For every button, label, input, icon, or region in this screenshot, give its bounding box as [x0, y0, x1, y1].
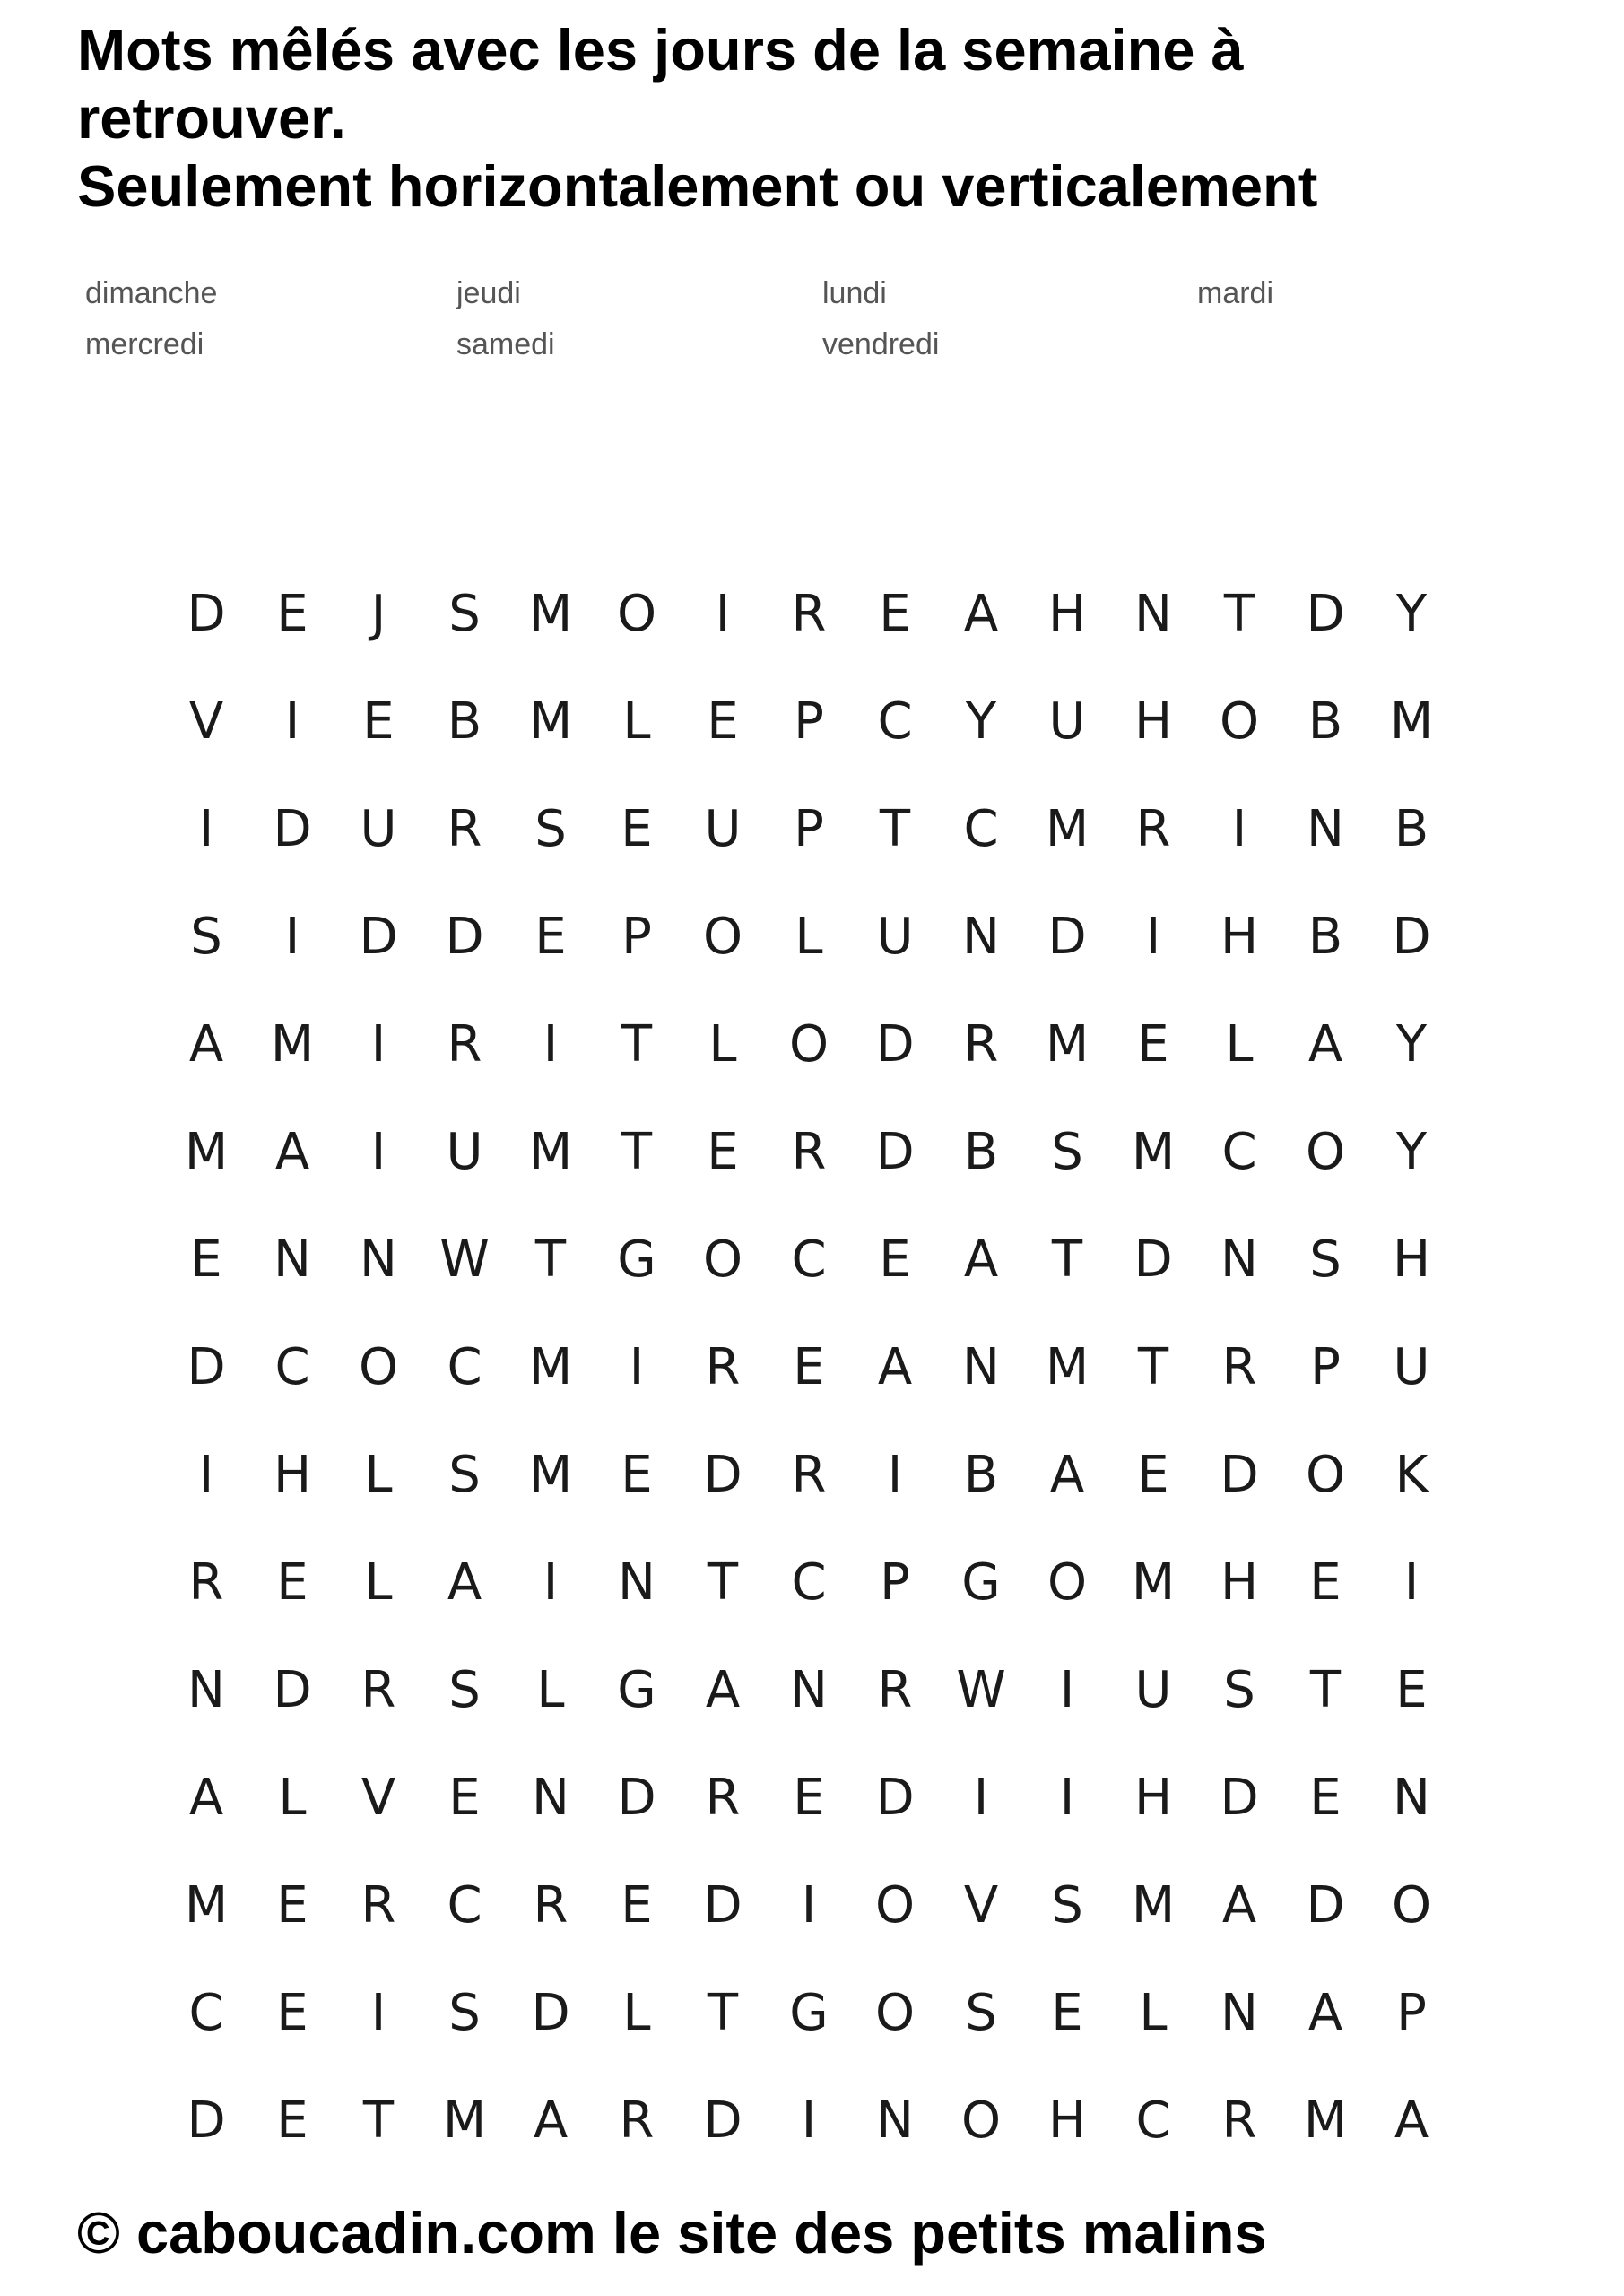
grid-cell: D — [531, 1984, 570, 2042]
grid-cell: M — [270, 1015, 315, 1074]
grid-cell: O — [702, 1231, 743, 1289]
grid-cell: A — [188, 1015, 224, 1074]
grid-cell: D — [187, 1338, 226, 1396]
grid-cell: I — [973, 1769, 989, 1827]
grid-cell: D — [1220, 1769, 1259, 1827]
grid-cell: S — [448, 1984, 481, 2042]
grid-cell: A — [1394, 2092, 1429, 2150]
grid-cell: R — [877, 1661, 913, 1719]
grid-cell: D — [703, 1446, 743, 1504]
grid-cell: N — [1220, 1984, 1258, 2042]
grid-cell: O — [874, 1876, 916, 1935]
grid-cell: D — [1392, 908, 1431, 966]
grid-cell: O — [702, 908, 743, 966]
grid-cell: M — [184, 1876, 229, 1935]
grid-cell: H — [1047, 585, 1087, 643]
grid-cell: W — [439, 1231, 490, 1289]
grid-cell: D — [273, 800, 312, 858]
grid-cell: D — [187, 585, 226, 643]
grid-cell: M — [528, 1338, 573, 1396]
grid-cell: R — [360, 1661, 396, 1719]
grid-cell: O — [1219, 692, 1260, 751]
grid-cell: L — [278, 1769, 307, 1827]
word-mercredi: mercredi — [85, 327, 204, 361]
grid-cell: C — [963, 800, 999, 858]
grid-cell: E — [793, 1769, 825, 1827]
grid-cell: D — [617, 1769, 656, 1827]
grid-cell: V — [963, 1876, 999, 1935]
grid-cell: N — [876, 2092, 914, 2150]
grid-cell: P — [794, 692, 824, 751]
word-vendredi: vendredi — [822, 327, 940, 361]
grid-cell: P — [621, 908, 652, 966]
word-mardi: mardi — [1197, 276, 1274, 310]
grid-cell: D — [875, 1015, 915, 1074]
grid-cell: E — [1137, 1015, 1169, 1074]
grid-cell: H — [1133, 1769, 1173, 1827]
grid-cell: C — [447, 1876, 482, 1935]
title-line-2: retrouver. — [77, 85, 346, 151]
grid-cell: R — [791, 1123, 827, 1181]
grid-cell: L — [536, 1661, 565, 1719]
grid-cell: C — [447, 1338, 482, 1396]
grid-cell: U — [446, 1123, 483, 1181]
grid-cell: R — [705, 1769, 741, 1827]
page-title — [77, 16, 1584, 221]
grid-cell: A — [188, 1769, 224, 1827]
grid-cell: T — [621, 1015, 653, 1074]
grid-cell: D — [703, 1876, 743, 1935]
grid-cell: W — [956, 1661, 1006, 1719]
grid-cell: S — [1223, 1661, 1255, 1719]
grid-cell: E — [793, 1338, 825, 1396]
grid-cell: L — [795, 908, 823, 966]
grid-cell: E — [276, 2092, 308, 2150]
grid-cell: Y — [1395, 1123, 1428, 1181]
grid-cell: P — [1310, 1338, 1341, 1396]
grid-cell: G — [961, 1553, 1001, 1612]
grid-cell: S — [448, 1446, 481, 1504]
grid-cell: B — [963, 1446, 999, 1504]
grid-cell: Y — [1395, 585, 1428, 643]
grid-cell: U — [360, 800, 397, 858]
grid-cell: N — [962, 1338, 1000, 1396]
grid-cell: G — [789, 1984, 829, 2042]
grid-cell: T — [621, 1123, 653, 1181]
grid-cell: A — [963, 585, 999, 643]
grid-cell: A — [963, 1231, 999, 1289]
grid-cell: I — [629, 1338, 645, 1396]
grid-cell: I — [198, 800, 214, 858]
grid-cell: I — [284, 692, 300, 751]
grid-cell: N — [1393, 1769, 1430, 1827]
grid-cell: P — [794, 800, 824, 858]
grid-cell: E — [1309, 1553, 1342, 1612]
grid-cell: L — [622, 692, 651, 751]
grid-cell: S — [1051, 1123, 1083, 1181]
grid-cell: L — [1139, 1984, 1168, 2042]
grid-cell: L — [622, 1984, 651, 2042]
grid-cell: E — [276, 1553, 308, 1612]
grid-cell: A — [274, 1123, 310, 1181]
grid-cell: N — [1220, 1231, 1258, 1289]
grid-cell: E — [1051, 1984, 1083, 2042]
grid-cell: U — [1393, 1338, 1430, 1396]
grid-cell: R — [1221, 1338, 1257, 1396]
grid-cell: I — [370, 1123, 386, 1181]
grid-cell: O — [1305, 1123, 1346, 1181]
word-jeudi: jeudi — [456, 276, 521, 310]
grid-cell: S — [190, 908, 222, 966]
grid-cell: M — [1389, 692, 1434, 751]
grid-cell: E — [362, 692, 395, 751]
grid-cell: J — [370, 585, 386, 643]
grid-cell: V — [360, 1769, 396, 1827]
grid-cell: N — [790, 1661, 828, 1719]
grid-cell: C — [1221, 1123, 1257, 1181]
word-lundi: lundi — [822, 276, 887, 310]
grid-cell: T — [707, 1553, 739, 1612]
grid-cell: C — [877, 692, 913, 751]
grid-cell: S — [448, 585, 481, 643]
grid-cell: R — [447, 800, 482, 858]
grid-cell: A — [1307, 1984, 1343, 2042]
grid-cell: I — [801, 2092, 817, 2150]
grid-cell: I — [284, 908, 300, 966]
word-samedi: samedi — [456, 327, 555, 361]
grid-cell: N — [360, 1231, 397, 1289]
grid-cell: O — [1046, 1553, 1088, 1612]
grid-cell: G — [617, 1661, 656, 1719]
grid-cell: D — [1220, 1446, 1259, 1504]
grid-cell: B — [1394, 800, 1429, 858]
grid-cell: E — [621, 800, 653, 858]
grid-cell: I — [1145, 908, 1161, 966]
grid-cell: O — [960, 2092, 1002, 2150]
grid-cell: T — [879, 800, 911, 858]
grid-cell: M — [184, 1123, 229, 1181]
grid-cell: R — [1221, 2092, 1257, 2150]
title-line-3: Seulement horizontalement ou verticalement — [77, 153, 1318, 219]
grid-cell: L — [364, 1553, 393, 1612]
grid-cell: I — [543, 1015, 559, 1074]
grid-cell: N — [962, 908, 1000, 966]
grid-cell: R — [963, 1015, 999, 1074]
grid-cell: A — [1049, 1446, 1085, 1504]
grid-cell: C — [274, 1338, 310, 1396]
grid-cell: I — [887, 1446, 903, 1504]
grid-cell: M — [1045, 1338, 1090, 1396]
grid-cell: N — [618, 1553, 656, 1612]
grid-cell: Y — [1395, 1015, 1428, 1074]
grid-cell: O — [358, 1338, 399, 1396]
grid-cell: U — [1048, 692, 1086, 751]
grid-cell: T — [1309, 1661, 1342, 1719]
grid-cell: I — [543, 1553, 559, 1612]
grid-cell: B — [447, 692, 482, 751]
grid-cell: T — [1051, 1231, 1083, 1289]
grid-cell: C — [791, 1553, 827, 1612]
grid-cell: D — [359, 908, 398, 966]
grid-cell: M — [442, 2092, 487, 2150]
grid-cell: L — [364, 1446, 393, 1504]
grid-cell: A — [1221, 1876, 1257, 1935]
grid-cell: Y — [965, 692, 997, 751]
grid-cell: P — [1396, 1984, 1427, 2042]
grid-cell: R — [533, 1876, 569, 1935]
grid-cell: M — [528, 692, 573, 751]
grid-cell: O — [1391, 1876, 1432, 1935]
grid-cell: D — [875, 1123, 915, 1181]
grid-cell: D — [445, 908, 484, 966]
grid-cell: U — [704, 800, 742, 858]
grid-cell: E — [276, 585, 308, 643]
grid-cell: O — [616, 585, 657, 643]
grid-cell: I — [1059, 1769, 1075, 1827]
grid-cell: R — [1135, 800, 1171, 858]
grid-cell: M — [1303, 2092, 1348, 2150]
grid-cell: R — [447, 1015, 482, 1074]
grid-cell: A — [705, 1661, 741, 1719]
grid-cell: R — [791, 585, 827, 643]
grid-cell: E — [707, 1123, 739, 1181]
grid-cell: N — [187, 1661, 225, 1719]
grid-cell: M — [1131, 1123, 1176, 1181]
grid-cell: M — [528, 1123, 573, 1181]
grid-cell: K — [1394, 1446, 1429, 1504]
grid-cell: C — [791, 1231, 827, 1289]
grid-cell: E — [276, 1876, 308, 1935]
grid-cell: S — [965, 1984, 997, 2042]
grid-cell: D — [1133, 1231, 1173, 1289]
grid-cell: S — [448, 1661, 481, 1719]
title-line-1: Mots mêlés avec les jours de la semaine à — [77, 17, 1244, 83]
grid-cell: S — [1309, 1231, 1342, 1289]
grid-cell: R — [619, 2092, 655, 2150]
grid-cell: D — [187, 2092, 226, 2150]
grid-cell: C — [1135, 2092, 1171, 2150]
grid-cell: S — [1051, 1876, 1083, 1935]
grid-cell: L — [708, 1015, 737, 1074]
grid-cell: E — [1395, 1661, 1428, 1719]
grid-cell: H — [273, 1446, 312, 1504]
grid-cell: I — [801, 1876, 817, 1935]
grid-cell: V — [188, 692, 224, 751]
grid-cell: E — [448, 1769, 481, 1827]
grid-cell: M — [1045, 1015, 1090, 1074]
grid-cell: D — [1047, 908, 1087, 966]
grid-cell: B — [963, 1123, 999, 1181]
grid-cell: E — [707, 692, 739, 751]
grid-cell: U — [1134, 1661, 1172, 1719]
grid-cell: R — [360, 1876, 396, 1935]
grid-cell: I — [1403, 1553, 1420, 1612]
word-dimanche: dimanche — [85, 276, 218, 310]
grid-cell: T — [1223, 585, 1255, 643]
grid-cell: M — [1045, 800, 1090, 858]
grid-cell: H — [1392, 1231, 1431, 1289]
grid-cell: H — [1220, 1553, 1259, 1612]
grid-cell: G — [617, 1231, 656, 1289]
grid-cell: T — [707, 1984, 739, 2042]
grid-cell: H — [1047, 2092, 1087, 2150]
grid-cell: D — [1306, 585, 1345, 643]
grid-cell: R — [791, 1446, 827, 1504]
grid-cell: O — [1305, 1446, 1346, 1504]
grid-cell: L — [1225, 1015, 1254, 1074]
grid-cell: M — [528, 585, 573, 643]
grid-cell: R — [705, 1338, 741, 1396]
grid-cell: N — [532, 1769, 569, 1827]
grid-cell: P — [880, 1553, 910, 1612]
grid-cell: O — [788, 1015, 829, 1074]
grid-cell: I — [370, 1015, 386, 1074]
grid-cell: H — [1220, 908, 1259, 966]
grid-cell: E — [1137, 1446, 1169, 1504]
grid-cell: I — [1231, 800, 1247, 858]
grid-cell: S — [534, 800, 567, 858]
grid-cell: M — [1131, 1876, 1176, 1935]
grid-cell: E — [1309, 1769, 1342, 1827]
grid-cell: N — [1134, 585, 1172, 643]
grid-cell: I — [370, 1984, 386, 2042]
grid-cell: E — [276, 1984, 308, 2042]
grid-cell: T — [362, 2092, 395, 2150]
grid-cell: M — [528, 1446, 573, 1504]
grid-cell: N — [1307, 800, 1344, 858]
grid-cell: E — [879, 1231, 911, 1289]
grid-cell: T — [1137, 1338, 1169, 1396]
grid-cell: A — [1307, 1015, 1343, 1074]
grid-cell: C — [188, 1984, 224, 2042]
grid-cell: E — [621, 1876, 653, 1935]
grid-cell: B — [1307, 692, 1343, 751]
grid-cell: T — [534, 1231, 567, 1289]
grid-cell: O — [874, 1984, 916, 2042]
grid-cell: E — [879, 585, 911, 643]
grid-cell: D — [703, 2092, 743, 2150]
grid-cell: D — [875, 1769, 915, 1827]
grid-cell: H — [1133, 692, 1173, 751]
grid-cell: I — [198, 1446, 214, 1504]
grid-cell: E — [621, 1446, 653, 1504]
grid-cell: A — [533, 2092, 569, 2150]
grid-cell: B — [1307, 908, 1343, 966]
footer-copyright: © caboucadin.com le site des petits malins — [77, 2200, 1267, 2266]
grid-cell: A — [447, 1553, 482, 1612]
grid-cell: D — [1306, 1876, 1345, 1935]
grid-cell: R — [188, 1553, 224, 1612]
grid-cell: I — [715, 585, 731, 643]
grid-cell: A — [877, 1338, 913, 1396]
grid-cell: D — [273, 1661, 312, 1719]
grid-cell: U — [876, 908, 914, 966]
grid-cell: M — [1131, 1553, 1176, 1612]
grid-cell: I — [1059, 1661, 1075, 1719]
grid-cell: E — [190, 1231, 222, 1289]
grid-cell: E — [534, 908, 567, 966]
grid-cell: N — [274, 1231, 311, 1289]
